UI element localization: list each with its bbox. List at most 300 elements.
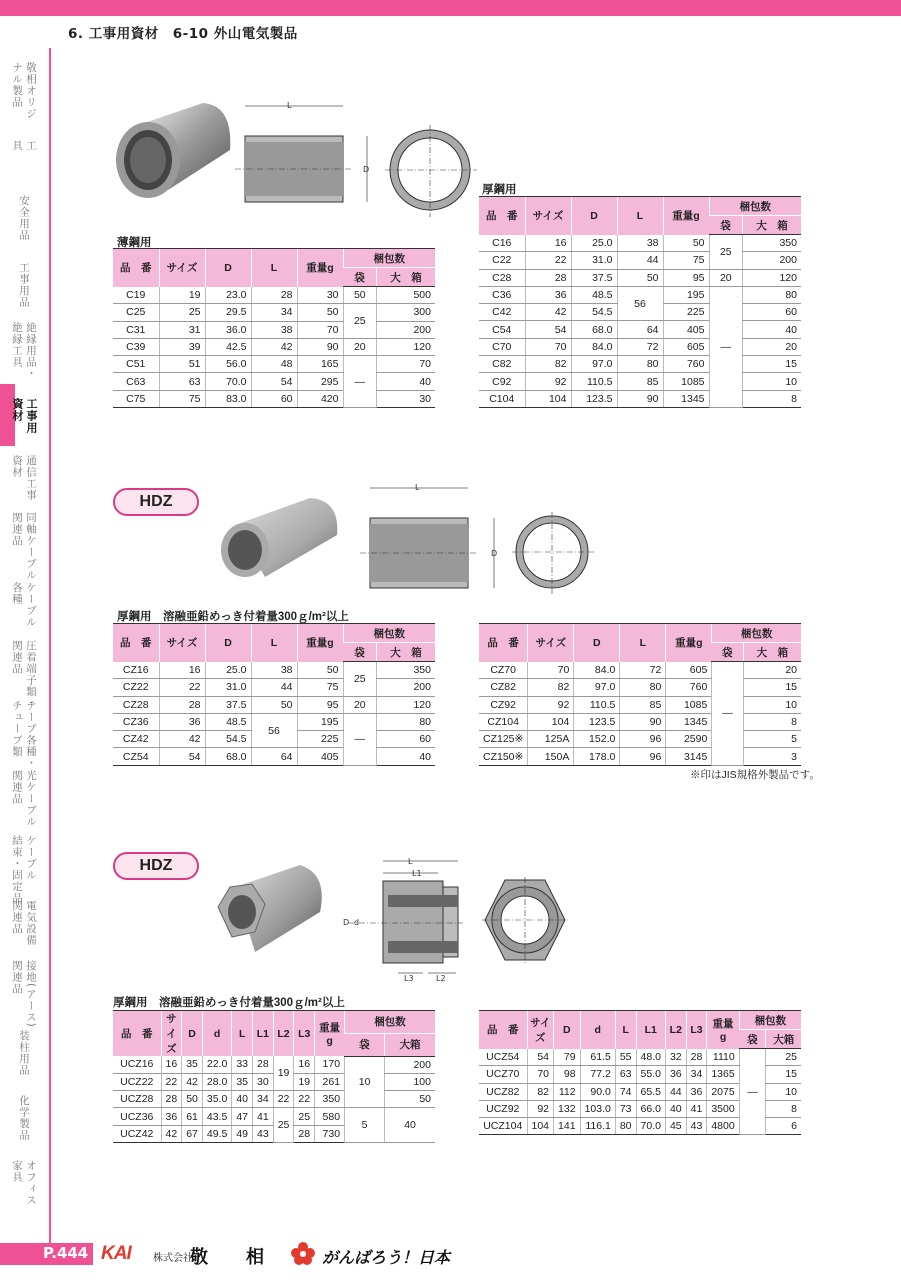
col-header: サイズ xyxy=(528,624,574,662)
table-cell: 82 xyxy=(527,1083,554,1100)
hdz-spec-label: 厚鋼用 溶融亜鉛めっき付着量300ｇ/m²以上 xyxy=(117,611,349,623)
col-header: 重量g xyxy=(315,1011,345,1057)
col-header: L3 xyxy=(686,1011,707,1049)
table-cell: 20 xyxy=(743,662,801,679)
dim-L3-label: L3 xyxy=(404,974,414,983)
table-cell: — xyxy=(343,713,377,765)
table-cell: 92 xyxy=(527,1100,554,1117)
table-cell: 225 xyxy=(297,731,343,748)
table-body xyxy=(479,235,801,408)
hdz-side-diagram xyxy=(360,478,510,596)
coupling-side-diagram xyxy=(235,98,380,213)
table-cell: 22.0 xyxy=(202,1056,231,1073)
table-cell: 84.0 xyxy=(571,338,617,355)
table-cell: 43.5 xyxy=(202,1108,231,1125)
sidebar-item xyxy=(0,140,48,152)
col-header: 品 番 xyxy=(479,197,525,235)
table-cell: 43 xyxy=(686,1118,707,1135)
dim-D-label-3: D xyxy=(343,918,350,927)
sidebar-item xyxy=(0,62,48,120)
table-cell: 2075 xyxy=(707,1083,739,1100)
table-cell: 32 xyxy=(665,1049,686,1066)
col-header: 大 箱 xyxy=(743,643,801,662)
table-cell: 54.5 xyxy=(571,304,617,321)
table-cell: 92 xyxy=(525,373,571,390)
sidebar-item-label: 結束・固定品 xyxy=(11,835,23,904)
table-cell: 48 xyxy=(251,356,297,373)
table-cell: 70 xyxy=(297,321,343,338)
table-cell: 39 xyxy=(159,338,205,355)
col-header: 袋 xyxy=(343,643,377,662)
table-cell: 132 xyxy=(554,1100,581,1117)
table-cell: 6 xyxy=(766,1118,801,1135)
table-cell: 82 xyxy=(525,356,571,373)
table-cell: 1345 xyxy=(666,713,712,730)
table-cell: 40 xyxy=(743,321,801,338)
table-cell: 123.5 xyxy=(571,390,617,407)
table-cell: 5 xyxy=(345,1108,385,1143)
table-cell: 28 xyxy=(525,269,571,286)
table-row xyxy=(113,1091,435,1108)
hdz-coupling-photo xyxy=(215,495,345,580)
table-row xyxy=(479,679,801,696)
table-cell: 36 xyxy=(159,713,205,730)
table-cell: 760 xyxy=(666,679,712,696)
table-cell: 90 xyxy=(617,390,663,407)
table-cell: 22 xyxy=(159,679,205,696)
table-cell: 1345 xyxy=(663,390,709,407)
table-cell: 80 xyxy=(620,679,666,696)
table-cell: 31 xyxy=(159,321,205,338)
table-cell: 1085 xyxy=(666,696,712,713)
union-end-diagram xyxy=(480,875,570,965)
table-cell: CZ54 xyxy=(113,748,159,765)
table-cell: 1365 xyxy=(707,1066,739,1083)
table-cell: 50 xyxy=(297,662,343,679)
table-cell: UCZ28 xyxy=(113,1091,161,1108)
table-row xyxy=(479,713,801,730)
table-cell: 75 xyxy=(159,390,205,407)
table-cell: 120 xyxy=(743,269,801,286)
union-side-diagram xyxy=(338,855,468,985)
table-cell: 25 xyxy=(709,235,743,270)
table-cell: 116.1 xyxy=(580,1118,615,1135)
table-row xyxy=(479,269,801,286)
table-cell: 25 xyxy=(159,304,205,321)
sidebar-item xyxy=(0,1030,48,1076)
table-cell: 45 xyxy=(665,1118,686,1135)
sidebar-item-label: 各種 xyxy=(11,582,23,605)
table-cell: 72 xyxy=(620,662,666,679)
table-cell: 80 xyxy=(615,1118,636,1135)
table-cell: UCZ54 xyxy=(479,1049,527,1066)
hdz-badge-2: HDZ xyxy=(113,852,199,880)
table-cell: 54 xyxy=(159,748,205,765)
union-spec-label: 厚鋼用 溶融亜鉛めっき付着量300ｇ/m²以上 xyxy=(113,997,345,1009)
table-cell: 15 xyxy=(743,356,801,373)
table-cell: 200 xyxy=(377,321,435,338)
table-cell: 150A xyxy=(528,748,574,765)
table-row xyxy=(479,373,801,390)
table-cell: 20 xyxy=(743,338,801,355)
dim-L2-label: L2 xyxy=(436,974,446,983)
table-cell: 70.0 xyxy=(205,373,251,390)
table-cell: 22 xyxy=(273,1091,294,1108)
table-cell: 95 xyxy=(663,269,709,286)
col-header: L xyxy=(232,1011,253,1057)
col-header-packing: 梱包数 xyxy=(739,1011,801,1030)
sidebar-item xyxy=(0,262,48,308)
sidebar-item-label: 敬相オリジ xyxy=(25,62,37,120)
table-cell: 20 xyxy=(343,696,377,713)
sidebar-item xyxy=(0,322,48,380)
col-header: D xyxy=(554,1011,581,1049)
sidebar-item-label: 工事用 xyxy=(25,398,38,434)
table-cell: CZ70 xyxy=(479,662,528,679)
table-cell: 112 xyxy=(554,1083,581,1100)
table-cell: 80 xyxy=(617,356,663,373)
sidebar-item xyxy=(0,770,48,828)
table-row xyxy=(113,390,435,407)
table-cell: 85 xyxy=(617,373,663,390)
table-cell: CZ42 xyxy=(113,731,159,748)
table-cell: 30 xyxy=(253,1073,274,1090)
table-header xyxy=(113,1011,435,1057)
table-cell: 103.0 xyxy=(580,1100,615,1117)
table-cell: 16 xyxy=(159,662,205,679)
table-cell: 3145 xyxy=(666,748,712,765)
table-cell: 25 xyxy=(343,662,377,697)
col-header: L xyxy=(617,197,663,235)
table-row xyxy=(113,679,435,696)
col-header: D xyxy=(205,249,251,287)
table-cell: 73 xyxy=(615,1100,636,1117)
table-cell: 5 xyxy=(743,731,801,748)
table-cell: 295 xyxy=(297,373,343,390)
table-cell: 2590 xyxy=(666,731,712,748)
table-cell: C63 xyxy=(113,373,159,390)
table-row xyxy=(479,286,801,303)
table-cell: 74 xyxy=(615,1083,636,1100)
sidebar-item xyxy=(0,700,48,769)
table-cell: 225 xyxy=(663,304,709,321)
header-row xyxy=(113,249,435,268)
sidebar-item-label: 接地(アース) xyxy=(25,960,37,1028)
table-cell: 83.0 xyxy=(205,390,251,407)
union-coupling-photo xyxy=(210,862,330,964)
table-cell: 95 xyxy=(297,696,343,713)
company-type: 株式会社 xyxy=(153,1253,193,1264)
table-cell: 605 xyxy=(663,338,709,355)
top-accent-bar xyxy=(0,0,901,16)
col-header: 袋 xyxy=(712,643,743,662)
table-cell: C22 xyxy=(479,252,525,269)
table-cell: 3500 xyxy=(707,1100,739,1117)
table-cell: 61 xyxy=(182,1108,203,1125)
table-cell: 85 xyxy=(620,696,666,713)
table-header xyxy=(479,1011,801,1049)
table-cell: C19 xyxy=(113,287,159,304)
table-cell: 36 xyxy=(665,1066,686,1083)
col-header-packing: 梱包数 xyxy=(343,624,435,643)
table-cell: 61.5 xyxy=(580,1049,615,1066)
sidebar-item-label: 圧着端子類・ xyxy=(25,640,37,709)
table-cell: 28.0 xyxy=(202,1073,231,1090)
table-cell: UCZ82 xyxy=(479,1083,527,1100)
page-title: 6. 工事用資材 6-10 外山電気製品 xyxy=(68,26,298,42)
table-cell: 96 xyxy=(620,731,666,748)
sidebar-item-label: 通信工事 xyxy=(25,455,37,501)
sidebar-item-label: 同軸ケーブル xyxy=(25,512,37,581)
table-cell: 50 xyxy=(297,304,343,321)
table-cell: 35 xyxy=(232,1073,253,1090)
table-row xyxy=(113,287,435,304)
table-cell: 36 xyxy=(525,286,571,303)
table-cell: 28 xyxy=(159,696,205,713)
brand-logo: KAI xyxy=(101,1243,131,1264)
col-header: 品 番 xyxy=(479,1011,527,1049)
table-cell: 72 xyxy=(617,338,663,355)
table-cell: 64 xyxy=(617,321,663,338)
col-header: サイズ xyxy=(159,624,205,662)
page-number: P.444 xyxy=(43,1244,89,1262)
table-cell: 42 xyxy=(182,1073,203,1090)
ucz-table-right xyxy=(479,1010,801,1135)
table-cell: 10 xyxy=(743,696,801,713)
table-cell: 36 xyxy=(686,1083,707,1100)
sidebar-item-label: ケーブル xyxy=(25,582,37,628)
table-row xyxy=(113,1056,435,1073)
table-cell: 195 xyxy=(297,713,343,730)
table-cell: 28 xyxy=(294,1125,315,1142)
table-cell: 8 xyxy=(766,1100,801,1117)
table-cell: 195 xyxy=(663,286,709,303)
col-header: L1 xyxy=(636,1011,665,1049)
table-row xyxy=(113,304,435,321)
table-cell: — xyxy=(739,1049,766,1135)
col-header: 品 番 xyxy=(113,624,159,662)
col-header: L xyxy=(251,249,297,287)
sidebar-item-label: 工事用品 xyxy=(18,262,30,308)
table-row xyxy=(479,662,801,679)
table-row xyxy=(479,252,801,269)
table-cell: 8 xyxy=(743,713,801,730)
company-name-1: 敬 xyxy=(190,1247,208,1267)
dim-D-label: D xyxy=(363,165,370,174)
jis-note: ※印はJIS規格外製品です。 xyxy=(690,769,820,781)
table-cell: 104 xyxy=(525,390,571,407)
sidebar-item-label: 装柱用品 xyxy=(18,1030,30,1076)
dim-L-label-2: L xyxy=(415,483,420,492)
table-cell: 48.5 xyxy=(571,286,617,303)
header-row xyxy=(479,624,801,643)
table-cell: 20 xyxy=(343,338,377,355)
col-header: 大箱 xyxy=(385,1033,435,1056)
sidebar-item-label: オフィス xyxy=(25,1160,37,1206)
table-row xyxy=(113,696,435,713)
table-cell: 54 xyxy=(251,373,297,390)
table-cell: 56.0 xyxy=(205,356,251,373)
table-cell: 54 xyxy=(527,1049,554,1066)
table-cell: 350 xyxy=(743,235,801,252)
table-cell: 125A xyxy=(528,731,574,748)
sidebar-item-label: 工 xyxy=(25,140,37,152)
sidebar-item-label: 安全用品 xyxy=(18,195,30,241)
table-cell: 90.0 xyxy=(580,1083,615,1100)
table-cell: 56 xyxy=(617,286,663,321)
table-cell: 28 xyxy=(161,1091,182,1108)
table-cell: CZ28 xyxy=(113,696,159,713)
table-cell: 36 xyxy=(161,1108,182,1125)
table-cell: 31.0 xyxy=(205,679,251,696)
col-header-packing: 梱包数 xyxy=(345,1011,435,1034)
table-cell: 19 xyxy=(273,1056,294,1091)
table-cell: CZ16 xyxy=(113,662,159,679)
table-cell: UCZ42 xyxy=(113,1125,161,1142)
sidebar-item-label: 関連品 xyxy=(11,512,23,547)
table-cell: 110.5 xyxy=(571,373,617,390)
table-cell: 97.0 xyxy=(574,679,620,696)
table-cell: 98 xyxy=(554,1066,581,1083)
cz-table-right xyxy=(479,623,801,766)
table-cell: 75 xyxy=(297,679,343,696)
sidebar-item-label: 光ケーブル xyxy=(25,770,37,828)
sidebar-item-label: 関連品 xyxy=(11,770,23,805)
table-cell: 28 xyxy=(686,1049,707,1066)
table-cell: 200 xyxy=(743,252,801,269)
table-body xyxy=(113,1056,435,1142)
table-row xyxy=(113,713,435,730)
table-cell: C104 xyxy=(479,390,525,407)
dim-D-label-2: D xyxy=(491,549,498,558)
table-cell: 92 xyxy=(528,696,574,713)
table-cell: 104 xyxy=(528,713,574,730)
table-cell: 10 xyxy=(345,1056,385,1108)
table-cell: — xyxy=(712,662,743,766)
col-header: 大 箱 xyxy=(743,216,801,235)
table-cell: 80 xyxy=(377,713,435,730)
table-cell: 16 xyxy=(161,1056,182,1073)
table-cell: 44 xyxy=(617,252,663,269)
table-cell: — xyxy=(343,356,377,408)
sidebar-item-label: 具 xyxy=(11,140,23,152)
header-row xyxy=(479,197,801,216)
table-row xyxy=(479,321,801,338)
table-cell: 30 xyxy=(297,287,343,304)
table-cell: 28 xyxy=(251,287,297,304)
cz-table-left xyxy=(113,623,435,766)
table-row xyxy=(113,748,435,765)
table-header xyxy=(113,624,435,662)
table-cell: 22 xyxy=(525,252,571,269)
table-cell: 60 xyxy=(251,390,297,407)
col-header: 袋 xyxy=(345,1033,385,1056)
table-cell: 15 xyxy=(766,1066,801,1083)
table-cell: 23.0 xyxy=(205,287,251,304)
table-cell: 90 xyxy=(620,713,666,730)
table-cell: 31.0 xyxy=(571,252,617,269)
table-cell: 60 xyxy=(743,304,801,321)
table-cell: 104 xyxy=(527,1118,554,1135)
table-cell: 54 xyxy=(525,321,571,338)
sidebar-item xyxy=(0,900,48,946)
table-cell: 405 xyxy=(663,321,709,338)
ucz-table-left xyxy=(113,1010,435,1143)
table-cell: 38 xyxy=(617,235,663,252)
table-row xyxy=(479,731,801,748)
table-row xyxy=(479,1049,801,1066)
table-cell: 19 xyxy=(159,287,205,304)
table-cell: C92 xyxy=(479,373,525,390)
hdz-end-diagram xyxy=(512,512,597,597)
table-cell: 3 xyxy=(743,748,801,765)
col-header: 大 箱 xyxy=(377,643,435,662)
col-header: 品 番 xyxy=(113,249,159,287)
table-cell: C39 xyxy=(113,338,159,355)
table-cell: 40 xyxy=(377,373,435,390)
sidebar-item-label: 電気設備 xyxy=(25,900,37,946)
thick-steel-table xyxy=(479,196,801,408)
table-cell: C25 xyxy=(113,304,159,321)
sidebar-item-label: 関連品 xyxy=(11,640,23,675)
table-cell: 34 xyxy=(253,1091,274,1108)
col-header: D xyxy=(205,624,251,662)
table-cell: 730 xyxy=(315,1125,345,1142)
table-cell: 42.5 xyxy=(205,338,251,355)
col-header: L2 xyxy=(665,1011,686,1049)
table-cell: 42 xyxy=(161,1125,182,1142)
table-cell: 420 xyxy=(297,390,343,407)
table-cell: 37.5 xyxy=(205,696,251,713)
table-cell: 68.0 xyxy=(205,748,251,765)
thin-steel-label: 薄鋼用 xyxy=(117,237,152,249)
table-cell: 75 xyxy=(663,252,709,269)
sidebar-item xyxy=(0,1160,48,1206)
col-header-packing: 梱包数 xyxy=(343,249,435,268)
sidebar-item xyxy=(0,640,48,709)
table-cell: 44 xyxy=(251,679,297,696)
thick-steel-label: 厚鋼用 xyxy=(482,184,517,196)
sidebar-item-label: 絶縁工具 xyxy=(11,322,23,368)
table-cell: 110.5 xyxy=(574,696,620,713)
table-cell: 63 xyxy=(159,373,205,390)
table-row xyxy=(479,338,801,355)
table-cell: UCZ22 xyxy=(113,1073,161,1090)
table-cell: 70 xyxy=(528,662,574,679)
coupling-photo xyxy=(108,95,238,205)
table-cell: 38 xyxy=(251,321,297,338)
table-cell: 42 xyxy=(525,304,571,321)
dim-d-label: d xyxy=(354,918,360,927)
table-cell: 50 xyxy=(385,1091,435,1108)
table-cell: UCZ104 xyxy=(479,1118,527,1135)
sidebar-item xyxy=(0,455,48,501)
table-cell: CZ82 xyxy=(479,679,528,696)
table-cell: C70 xyxy=(479,338,525,355)
table-cell: 80 xyxy=(743,286,801,303)
table-row xyxy=(113,1108,435,1125)
table-cell: 170 xyxy=(315,1056,345,1073)
sidebar-item xyxy=(0,835,48,904)
table-body xyxy=(479,662,801,766)
col-header: 袋 xyxy=(739,1030,766,1049)
sidebar-item-label: 絶縁用品・ xyxy=(25,322,37,380)
table-cell: 1110 xyxy=(707,1049,739,1066)
table-cell: 1085 xyxy=(663,373,709,390)
table-cell: 405 xyxy=(297,748,343,765)
table-cell: 40 xyxy=(385,1108,435,1143)
table-cell: 35.0 xyxy=(202,1091,231,1108)
